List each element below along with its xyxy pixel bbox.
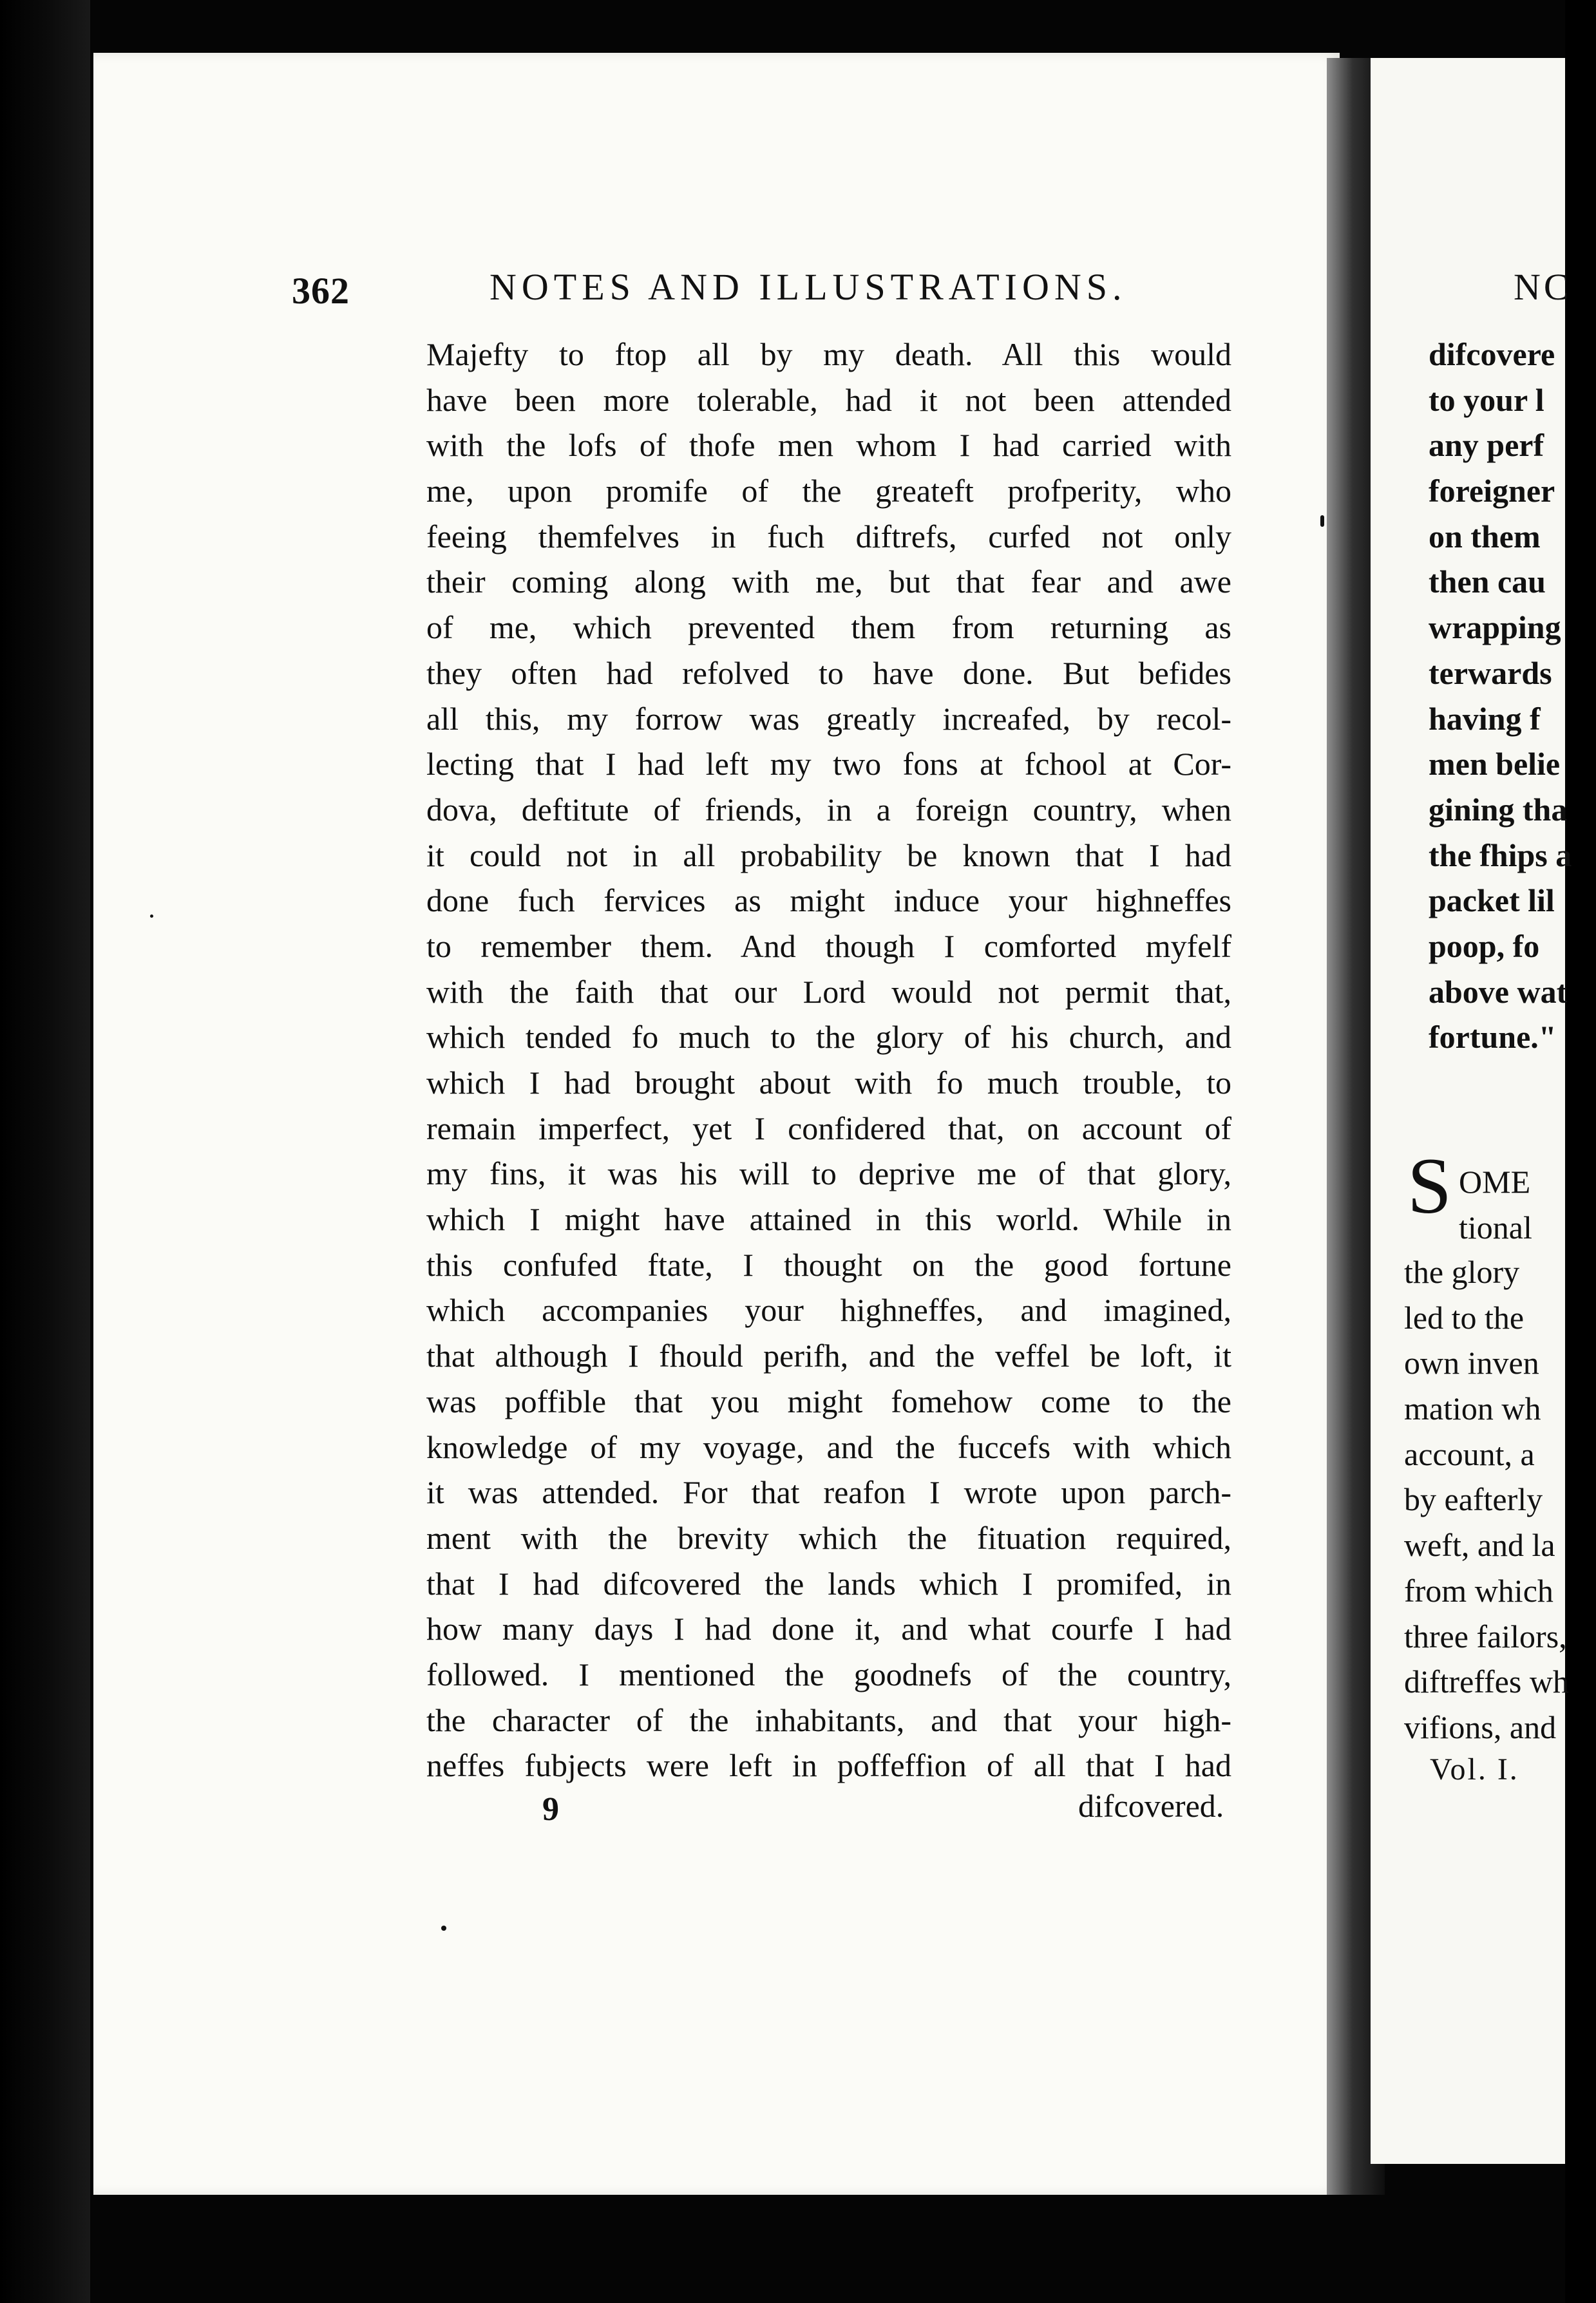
- right-text-line: from which: [1404, 1572, 1553, 1609]
- text-line: have been more tolerable, had it not been attended: [426, 381, 1231, 418]
- text-line: which I had brought about with fo much trouble, to: [426, 1065, 1231, 1101]
- ink-mark: [1320, 515, 1324, 527]
- text-line: how many days I had done it, and what courfe I had: [426, 1611, 1231, 1647]
- page-number: 362: [292, 270, 350, 312]
- text-line: feeing themfelves in fuch diftrefs, curfed not only: [426, 518, 1231, 554]
- right-text-line: then cau: [1429, 564, 1546, 600]
- right-text-line: foreigner: [1429, 473, 1555, 509]
- right-page-opening-text: [1459, 1159, 1568, 1250]
- right-page-lower-text: [1404, 1249, 1572, 1750]
- right-text-line: the fhips a: [1429, 837, 1572, 873]
- right-text-line: on them: [1429, 518, 1541, 554]
- text-line: with the lofs of thofe men whom I had carried with: [426, 427, 1231, 464]
- left-page-text: [426, 332, 1231, 1788]
- right-text-line: vifions, and: [1404, 1709, 1557, 1745]
- right-text-line: account, a: [1404, 1436, 1535, 1472]
- right-running-head-fragment: NC: [1514, 266, 1572, 308]
- text-line: this confufed ftate, I thought on the good fortune: [426, 1246, 1231, 1283]
- volume-label: Vol. I.: [1430, 1752, 1519, 1786]
- text-line: it could not in all probability be known that I had: [426, 837, 1231, 873]
- book-left-edge: [0, 0, 90, 2303]
- right-text-line: tional: [1459, 1209, 1532, 1246]
- text-line: which I might have attained in this world. While in: [426, 1201, 1231, 1238]
- right-text-line: three failors,: [1404, 1618, 1567, 1654]
- right-text-line: wrapping: [1429, 609, 1561, 646]
- drop-cap-continuation: OME: [1459, 1164, 1531, 1200]
- catchword: difcovered.: [1078, 1788, 1224, 1824]
- text-line: dova, deftitute of friends, in a foreign country, when: [426, 791, 1231, 828]
- right-text-line: men belie: [1429, 746, 1561, 782]
- right-text-line: mation wh: [1404, 1390, 1541, 1427]
- right-text-line: any perf: [1429, 427, 1544, 464]
- text-line: which tended fo much to the glory of his church, and: [426, 1019, 1231, 1056]
- text-line: Majefty to ftop all by my death. All this would: [426, 336, 1231, 372]
- text-line: remain imperfect, yet I confidered that, on account of: [426, 1110, 1231, 1146]
- right-text-line: fortune.": [1429, 1019, 1557, 1056]
- running-head: NOTES AND ILLUSTRATIONS.: [489, 266, 1127, 308]
- right-text-line: weft, and la: [1404, 1527, 1555, 1564]
- drop-cap: S: [1407, 1142, 1452, 1230]
- text-line: my fins, it was his will to deprive me of that glory,: [426, 1155, 1231, 1192]
- text-line: that I had difcovered the lands which I promifed, in: [426, 1565, 1231, 1602]
- text-line: the character of the inhabitants, and that your high-: [426, 1701, 1231, 1738]
- ink-speck: [441, 1926, 446, 1931]
- text-line: that although I fhould perifh, and the veffel be loft, it: [426, 1338, 1231, 1374]
- right-text-line: having f: [1429, 700, 1541, 737]
- right-text-line: own inven: [1404, 1345, 1539, 1381]
- text-line: was poffible that you might fomehow come to the: [426, 1383, 1231, 1419]
- text-line: of me, which prevented them from returning as: [426, 609, 1231, 646]
- printer-signature: 9: [542, 1791, 559, 1828]
- text-line: followed. I mentioned the goodnefs of the country,: [426, 1656, 1231, 1692]
- right-text-line: poop, fo: [1429, 927, 1540, 964]
- right-text-line: by eafterly: [1404, 1481, 1543, 1518]
- text-line: to remember them. And though I comforted myfelf: [426, 927, 1231, 964]
- text-line: done fuch fervices as might induce your highneffes: [426, 882, 1231, 919]
- text-line: ment with the brevity which the fituation required,: [426, 1519, 1231, 1556]
- text-line: me, upon promife of the greateft profperity, who: [426, 473, 1231, 509]
- right-text-line: gining tha: [1429, 791, 1568, 828]
- text-line: knowledge of my voyage, and the fuccefs with which: [426, 1428, 1231, 1465]
- text-line: lecting that I had left my two fons at fchool at Cor-: [426, 746, 1231, 782]
- text-line: it was attended. For that reafon I wrote upon parch-: [426, 1474, 1231, 1511]
- right-text-line: packet lil: [1429, 882, 1555, 919]
- text-line: their coming along with me, but that fear and awe: [426, 564, 1231, 600]
- text-line: neffes fubjects were left in poffeffion of all that I had: [426, 1747, 1231, 1784]
- right-text-line: the glory: [1404, 1254, 1520, 1290]
- right-page-top-text: [1429, 332, 1596, 1060]
- right-text-line: terwards: [1429, 654, 1552, 691]
- right-text-line: diftreffes wh: [1404, 1663, 1569, 1700]
- text-line: which accompanies your highneffes, and imagined,: [426, 1292, 1231, 1329]
- right-text-line: to your l: [1429, 381, 1544, 418]
- right-text-line: above wat: [1429, 973, 1568, 1010]
- right-text-line: led to the: [1404, 1299, 1525, 1336]
- text-line: all this, my forrow was greatly increafed, by recol-: [426, 700, 1231, 737]
- text-line: they often had refolved to have done. But befides: [426, 654, 1231, 691]
- right-text-line: difcovere: [1429, 336, 1555, 372]
- text-line: with the faith that our Lord would not permit that,: [426, 973, 1231, 1010]
- ink-speck: [150, 915, 153, 918]
